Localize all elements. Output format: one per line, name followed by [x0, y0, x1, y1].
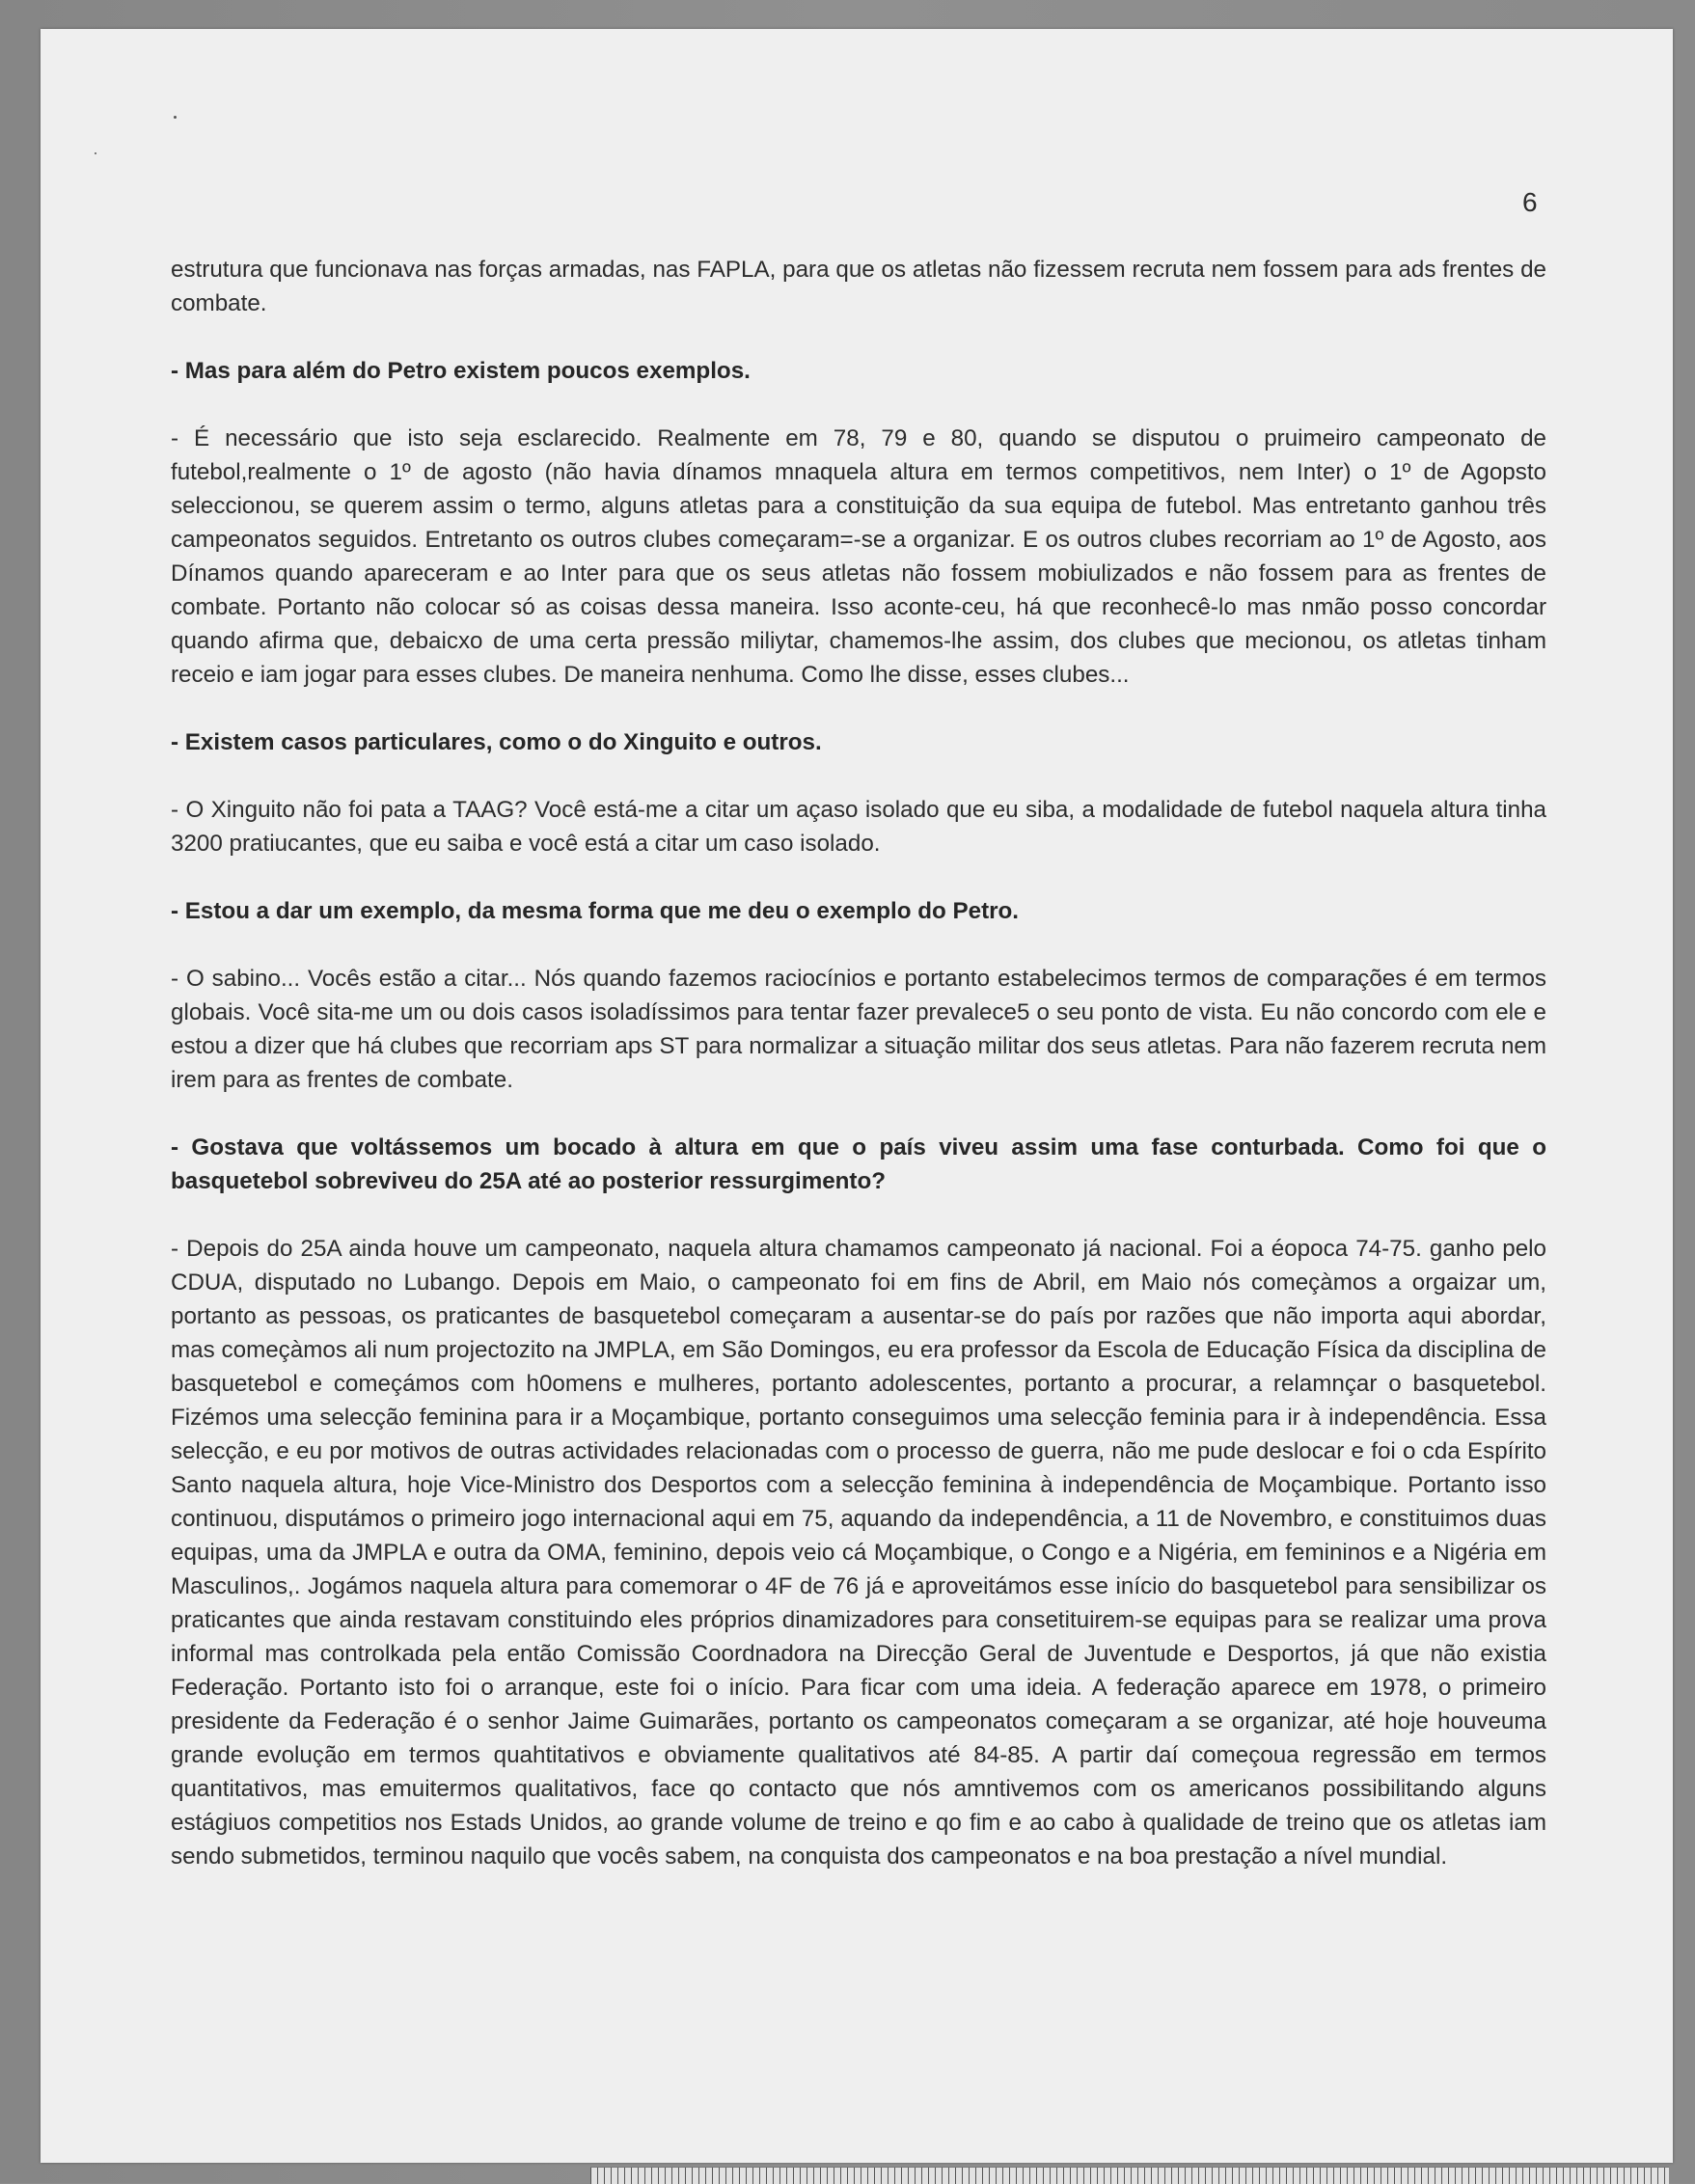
scan-ruler: [590, 2167, 1669, 2184]
paragraph-answer: estrutura que funcionava nas forças armadas, nas FAPLA, para que os atletas não fizessem recruta nem fossem para ads frentes de combate.: [171, 257, 1546, 316]
paragraph-answer: - É necessário que isto seja esclarecido. Realmente em 78, 79 e 80, quando se disputou o pruimeiro campeonato de futebol,realmente o 1º de agosto (não havia dínamos mnaquela altura em termos competitivos, nem Inter) o 1º de Agopsto seleccionou, se querem assim o termo, alguns atletas para a constituição da sua equipa de futebol. Mas entretanto ganhou três campeonatos seguidos. Entretanto os outros clubes começaram=-se a organizar. E os outros clubes recorriam ao 1º de Agosto, aos Dínamos quando apareceram e ao Inter para que os seus atletas não fossem mobiulizados e não fossem para as frentes de combate. Portanto não colocar só as coisas dessa maneira. Isso aconte-ceu, há que reconhecê-lo mas nmão posso concordar quando afirma que, debaicxo de uma certa pressão miliytar, chamemos-lhe assim, dos clubes que mecionou, os atletas tinham receio e iam jogar para esses clubes. De maneira nenhuma. Como lhe disse, esses clubes...: [171, 425, 1546, 688]
paper-speck: [174, 116, 177, 119]
document-body: [171, 253, 1546, 1907]
paragraph-question: - Existem casos particulares, como o do Xinguito e outros.: [171, 729, 822, 755]
paragraph-question: - Mas para além do Petro existem poucos exemplos.: [171, 358, 751, 384]
paragraph-question: - Gostava que voltássemos um bocado à altura em que o país viveu assim uma fase conturbada. Como foi que o basquetebol sobreviveu do 25A até ao posterior ressurgimento?: [171, 1134, 1546, 1194]
page-number: 6: [1522, 187, 1538, 217]
paper-speck: [95, 152, 96, 154]
paragraph-question: - Estou a dar um exemplo, da mesma forma que me deu o exemplo do Petro.: [171, 898, 1020, 924]
paragraph-answer: - O Xinguito não foi pata a TAAG? Você está-me a citar um açaso isolado que eu siba, a modalidade de futebol naquela altura tinha 3200 pratiucantes, que eu saiba e você está a citar um caso isolado.: [171, 797, 1546, 857]
paragraph-answer: - Depois do 25A ainda houve um campeonato, naquela altura chamamos campeonato já nacional. Foi a éopoca 74-75. ganho pelo CDUA, disputado no Lubango. Depois em Maio, o campeonato foi em fins de Abril, em Maio nós começàmos a orgaizar um, portanto as pessoas, os praticantes de basquetebol começaram a ausentar-se do país por razões que não importa aqui abordar, mas começàmos ali num projectozito na JMPLA, em São Domingos, eu era professor da Escola de Educação Física da disciplina de basquetebol e começámos com h0omens e mulheres, portanto adolescentes, portanto a procurar, a relamnçar o basquetebol. Fizémos uma selecção feminina para ir a Moçambique, portanto conseguimos uma selecção feminia para ir à independência. Essa selecção, e eu por motivos de outras actividades relacionadas com o processo de guerra, não me pude deslocar e foi o cda Espírito Santo naquela altura, hoje Vice-Ministro dos Desportos com a selecção feminina à independência de Moçambique. Portanto isso continuou, disputámos o primeiro jogo internacional aqui em 75, aquando da independência, a 11 de Novembro, e constituimos duas equipas, uma da JMPLA e outra da OMA, feminino, depois veio cá Moçambique, o Congo e a Nigéria, em femininos e a Nigéria em Masculinos,. Jogámos naquela altura para comemorar o 4F de 76 já e aproveitámos esse início do basquetebol para sensibilizar os praticantes que ainda restavam constituindo eles próprios dinamizadores para consetituirem-se equipas para se realizar uma prova informal mas controlkada pela então Comissão Coordnadora na Direcção Geral de Juventude e Desportos, já que não existia Federação. Portanto isto foi o arranque, este foi o início. Para ficar com uma ideia. A federação aparece em 1978, o primeiro presidente da Federação é o senhor Jaime Guimarães, portanto os campeonatos começaram a se organizar, até hoje houveuma grande evolução em termos quahtitativos e obviamente qualitativos até 84-85. A partir daí começoua regressão em termos quantitativos, mas emuitermos qualitativos, face qo contacto que nós amntivemos com os americanos possibilitando alguns estágiuos competitios nos Estads Unidos, ao grande volume de treino e qo fim e ao cabo à qualidade de treino que os atletas iam sendo submetidos, terminou naquilo que vocês sabem, na conquista dos campeonatos e na boa prestação a nível mundial.: [171, 1236, 1546, 1870]
paragraph-answer: - O sabino... Vocês estão a citar... Nós quando fazemos raciocínios e portanto estabelecimos termos de comparações é em termos globais. Você sita-me um ou dois casos isoladíssimos para tentar fazer prevalece5 o seu ponto de vista. Eu não concordo com ele e estou a dizer que há clubes que recorriam aps ST para normalizar a situação militar dos seus atletas. Para não fazerem recruta nem irem para as frentes de combate.: [171, 966, 1546, 1093]
